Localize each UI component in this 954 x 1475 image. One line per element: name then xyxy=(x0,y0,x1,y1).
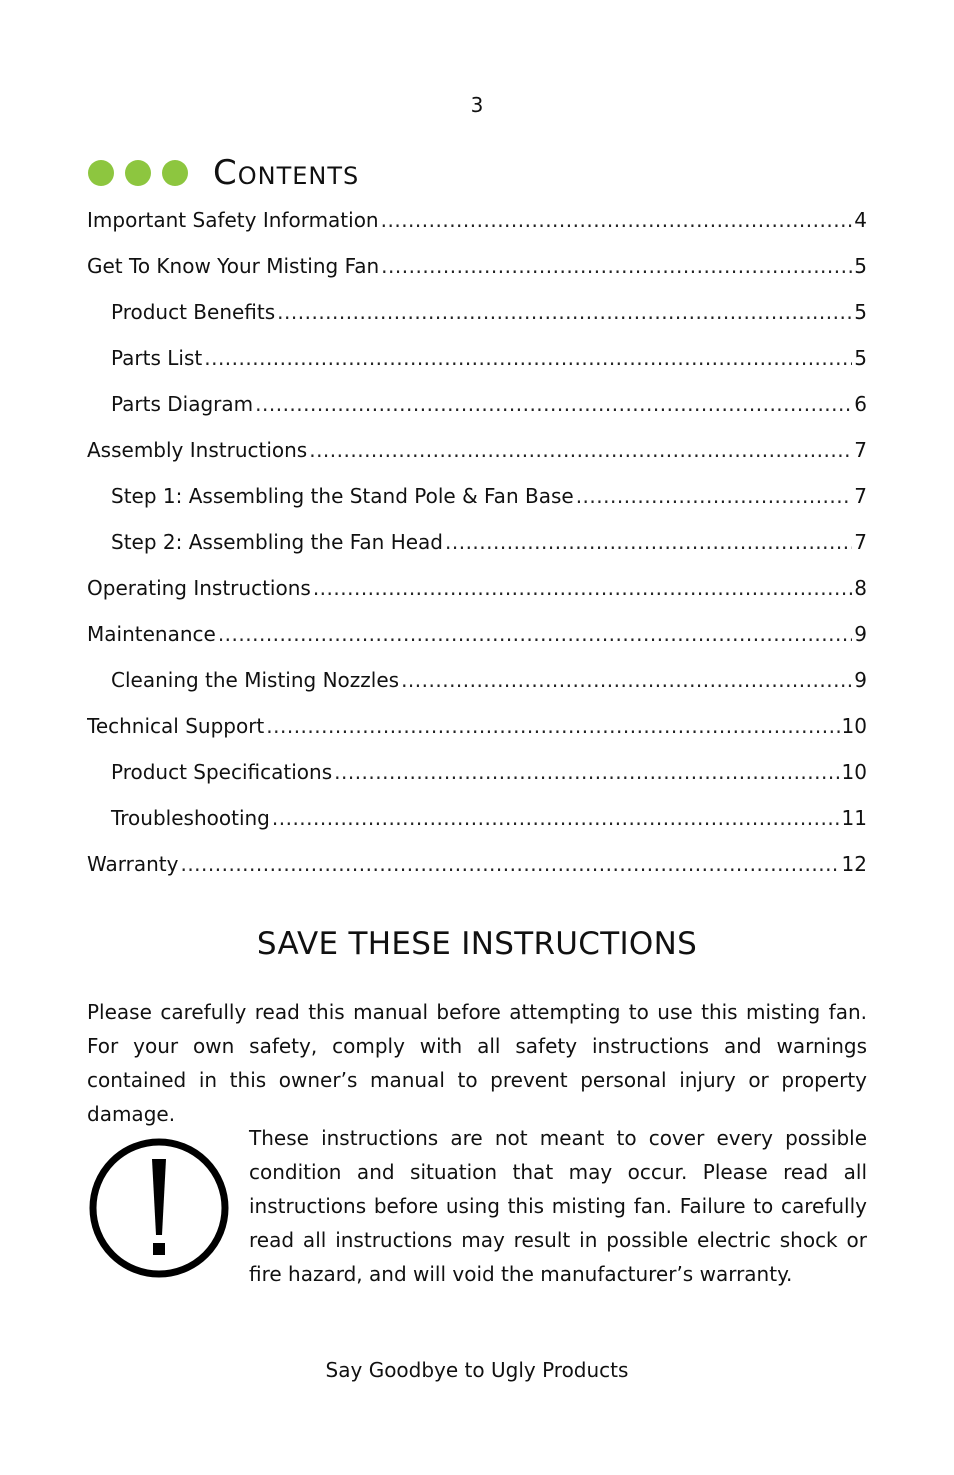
toc-entry-label: Parts Diagram xyxy=(111,392,254,416)
toc-entry-page: 9 xyxy=(854,668,867,692)
toc-dot-leader xyxy=(334,749,839,795)
toc-entry[interactable] xyxy=(87,703,867,749)
toc-entry-label: Troubleshooting xyxy=(111,806,270,830)
toc-entry[interactable] xyxy=(87,427,867,473)
toc-entry-page: 5 xyxy=(854,254,867,278)
toc-dot-leader xyxy=(272,795,840,841)
toc-dot-leader xyxy=(266,703,839,749)
toc-dot-leader xyxy=(401,657,852,703)
toc-dot-leader xyxy=(445,519,852,565)
toc-entry-label: Parts List xyxy=(111,346,203,370)
toc-entry-page: 9 xyxy=(854,622,867,646)
toc-entry-label: Cleaning the Misting Nozzles xyxy=(111,668,400,692)
toc-entry[interactable] xyxy=(87,381,867,427)
toc-entry[interactable] xyxy=(87,197,867,243)
toc-dot-leader xyxy=(218,611,852,657)
toc-dot-leader xyxy=(204,335,852,381)
toc-entry-label: Important Safety Information xyxy=(87,208,379,232)
toc-entry-label: Assembly Instructions xyxy=(87,438,308,462)
toc-entry[interactable] xyxy=(87,749,867,795)
toc-entry-page: 7 xyxy=(854,438,867,462)
page-number: 3 xyxy=(470,93,484,117)
toc-entry[interactable] xyxy=(87,335,867,381)
toc-dot-leader xyxy=(180,841,839,887)
toc-dot-leader xyxy=(576,473,853,519)
toc-entry-page: 12 xyxy=(841,852,867,876)
toc-entry-page: 11 xyxy=(841,806,867,830)
toc-entry[interactable] xyxy=(87,841,867,887)
toc-dot-leader xyxy=(381,197,853,243)
table-of-contents xyxy=(87,197,867,887)
toc-entry[interactable] xyxy=(87,519,867,565)
toc-dot-leader xyxy=(255,381,852,427)
footer-tagline: Say Goodbye to Ugly Products xyxy=(325,1358,629,1382)
green-bullet-icon xyxy=(88,160,114,186)
toc-entry-page: 6 xyxy=(854,392,867,416)
toc-entry-page: 10 xyxy=(841,760,867,784)
toc-entry-label: Step 2: Assembling the Fan Head xyxy=(111,530,443,554)
toc-dot-leader xyxy=(381,243,852,289)
exclamation-circle-icon xyxy=(86,1135,232,1281)
contents-title: Contents xyxy=(213,153,360,193)
toc-entry-label: Product Benefits xyxy=(111,300,276,324)
green-bullet-icon xyxy=(125,160,151,186)
contents-header xyxy=(88,150,359,196)
toc-entry[interactable] xyxy=(87,243,867,289)
toc-dot-leader xyxy=(277,289,852,335)
toc-dot-leader xyxy=(309,427,852,473)
toc-entry[interactable] xyxy=(87,611,867,657)
toc-entry-page: 7 xyxy=(854,530,867,554)
toc-entry-label: Get To Know Your Misting Fan xyxy=(87,254,380,278)
toc-entry-label: Technical Support xyxy=(87,714,265,738)
toc-entry-label: Product Specifications xyxy=(111,760,333,784)
toc-entry[interactable] xyxy=(87,657,867,703)
toc-entry-page: 5 xyxy=(854,300,867,324)
toc-entry[interactable] xyxy=(87,795,867,841)
toc-entry-page: 7 xyxy=(854,484,867,508)
toc-entry-label: Step 1: Assembling the Stand Pole & Fan Base xyxy=(111,484,574,508)
toc-entry-page: 8 xyxy=(854,576,867,600)
toc-entry-page: 10 xyxy=(841,714,867,738)
intro-paragraph: Please carefully read this manual before attempting to use this misting fan. For your own safety, comply with all safety instructions and warnings contained in this owner’s manual to prevent personal injury or property damage. xyxy=(87,1000,867,1126)
toc-entry[interactable] xyxy=(87,473,867,519)
toc-entry-label: Warranty xyxy=(87,852,179,876)
green-bullet-icon xyxy=(162,160,188,186)
toc-entry-label: Maintenance xyxy=(87,622,216,646)
toc-entry[interactable] xyxy=(87,289,867,335)
toc-entry-page: 4 xyxy=(854,208,867,232)
save-instructions-heading: SAVE THESE INSTRUCTIONS xyxy=(256,926,698,962)
toc-entry[interactable] xyxy=(87,565,867,611)
toc-entry-label: Operating Instructions xyxy=(87,576,311,600)
warning-paragraph: These instructions are not meant to cover every possible condition and situation that may occur. Please read all instructions before using this misting fan. Failure to carefully read all instructions may result in possible electric shock or fire hazard, and will void the manufacturer’s warranty. xyxy=(249,1126,867,1286)
toc-entry-page: 5 xyxy=(854,346,867,370)
toc-dot-leader xyxy=(313,565,852,611)
